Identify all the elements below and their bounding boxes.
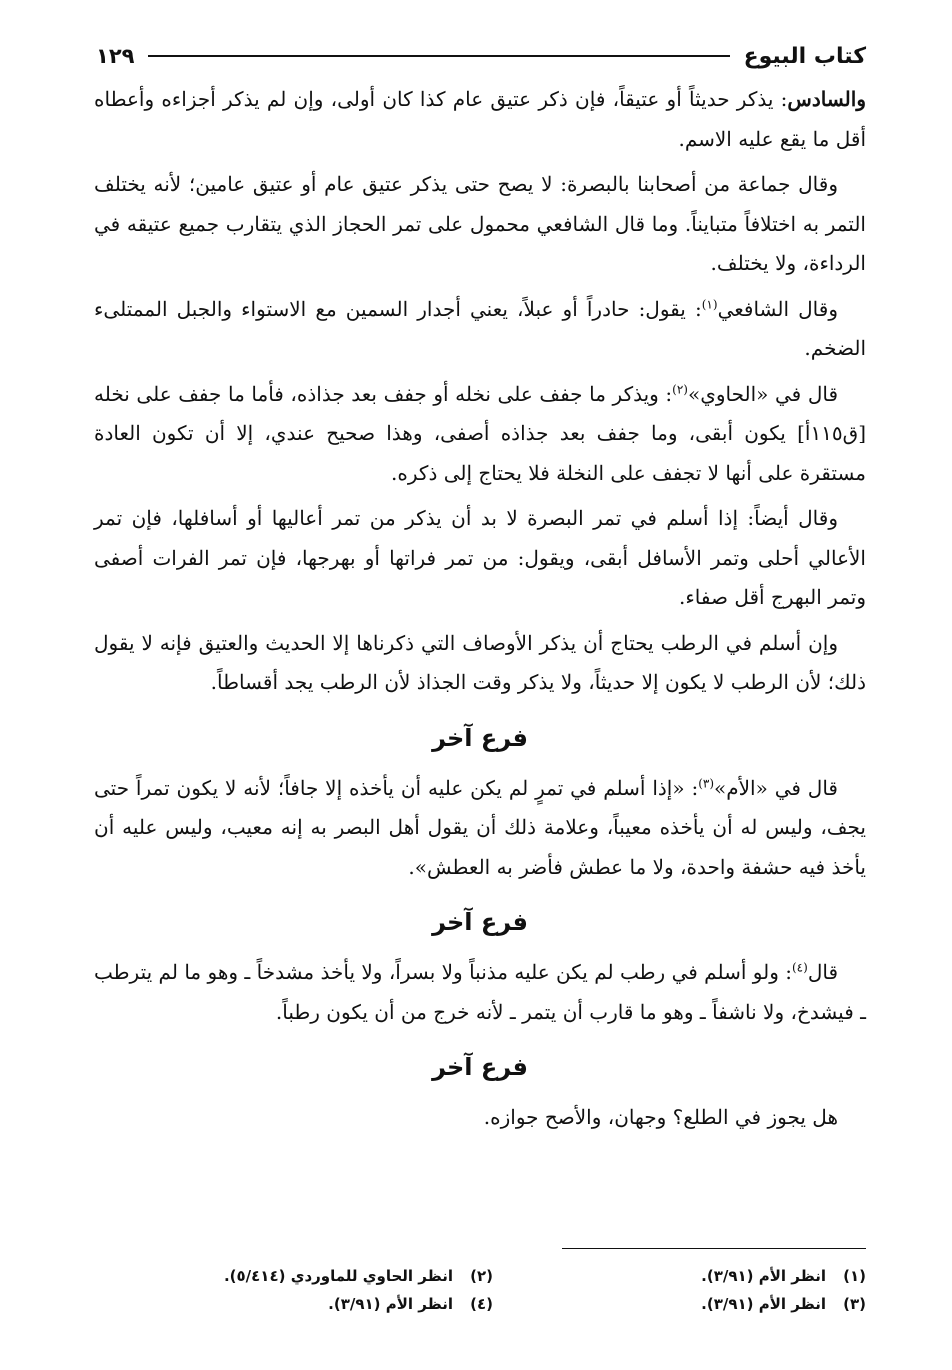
footnote-number: (٣) (843, 1295, 866, 1313)
footnote-row (120, 1290, 866, 1318)
running-title: كتاب البيوع (743, 43, 866, 69)
footnote-reference[interactable]: (٢) (672, 381, 688, 396)
section-heading: فرع آخر (432, 1053, 528, 1081)
paragraph-text: : ولو أسلم في رطب لم يكن عليه مذنباً ولا بسراً، ولا يأخذ مشدخاً ـ وهو ما لم يترطب ـ فيشدخ، ولا ناشفاً ـ وهو ما قارب أن يتمر ـ لأنه خرج من أن يكون رطباً. (94, 960, 866, 1024)
paragraph-text: قال في «الأم» (714, 775, 838, 800)
paragraph-6: وإن أسلم في الرطب يحتاج أن يذكر الأوصاف التي ذكرناها إلا الحديث والعتيق فإنه لا يقول ذلك؛ لأن الرطب لا يكون إلا حديثاً، ولا يذكر وقت الجذاذ لأن الرطب يجد أقساطاً. (94, 630, 866, 694)
paragraph-text: وقال الشافعي (717, 296, 838, 321)
footnote-text: انظر الحاوي للماوردي (٥/٤١٤). (223, 1267, 453, 1285)
paragraph-4 (94, 375, 866, 494)
footnote-rule (562, 1248, 866, 1249)
footnotes (120, 1262, 866, 1318)
footnote-text: انظر الأم (٣/٩١). (701, 1295, 826, 1313)
paragraph-3 (94, 290, 866, 369)
paragraph-text: : يقول: حادراً أو عبلاً، يعني أجدار السمين مع الاستواء والجبل الممتلىء الضخم. (94, 296, 866, 360)
paragraph-1 (94, 80, 866, 159)
paragraph-text: قال (807, 960, 838, 984)
paragraph-5: وقال أيضاً: إذا أسلم في تمر البصرة لا بد أن يذكر من تمر أعاليها أو أسافلها، فإن تمر الأعالي أحلى وتمر الأسافل أبقى، ويقول: من تمر فراتها أو بهرجها، فإن تمر الفرات أصفى وتمر البهرج أقل صفاء. (94, 506, 866, 609)
footnote-text: انظر الأم (٣/٩١). (701, 1267, 826, 1285)
page-body (94, 80, 866, 1144)
section-heading: فرع آخر (432, 723, 528, 752)
footnote-reference[interactable]: (٤) (791, 960, 808, 975)
page-header (96, 36, 866, 76)
footnote (120, 1295, 493, 1313)
paragraph-lead: والسادس (787, 87, 866, 111)
footnote-reference[interactable]: (١) (701, 296, 718, 311)
paragraph-2: وقال جماعة من أصحابنا بالبصرة: لا يصح حتى يذكر عتيق عام أو عتيق عامين؛ لأنه يختلف التمر به اختلافاً متبايناً. وما قال الشافعي محمول على تمر الحجاز الذي يتقارب جميع عتيقه في الرداءة، ولا يختلف. (94, 172, 866, 275)
footnote-text: انظر الأم (٣/٩١). (328, 1295, 453, 1313)
footnote-number: (٤) (470, 1295, 493, 1313)
footnote (493, 1267, 866, 1285)
footnote (493, 1295, 866, 1313)
footnote-row (120, 1262, 866, 1290)
paragraph-text: قال في «الحاوي» (687, 381, 838, 406)
paragraph-text: : يذكر حديثاً أو عتيقاً، فإن ذكر عتيق عام كذا كان أولى، وإن لم يذكر أجزاءه وأعطاه أقل ما يقع عليه الاسم. (94, 87, 866, 151)
paragraph-7 (94, 769, 866, 888)
footnote-reference[interactable]: (٣) (698, 775, 715, 790)
header-rule (148, 55, 729, 57)
page-number: ١٢٩ (96, 44, 135, 68)
footnote (120, 1267, 493, 1285)
paragraph-text: : ويذكر ما جفف على نخله أو جفف بعد جذاذه، فأما ما جفف على نخله [ق١١٥أ] يكون أبقى، وما جفف بعد جذاذه أصفى، وهذا صحيح عندي، إلا أن تكون العادة مستقرة على أنها لا تجفف على النخلة فلا يحتاج إلى ذكره. (94, 381, 866, 485)
footnote-number: (٢) (470, 1267, 493, 1285)
footnote-number: (١) (843, 1267, 866, 1285)
section-heading: فرع آخر (432, 908, 528, 936)
paragraph-text: : «إذا أسلم في تمرٍ لم يكن عليه أن يأخذه إلا جافاً؛ لأنه لا يكون تمراً حتى يجف، وليس له أن يأخذه معيباً، وعلامة ذلك أن يقول أهل البصر به إنه معيب، وليس عليه أن يأخذ فيه حشفة واحدة، ولا ما عطش فأضر به العطش». (94, 775, 866, 879)
paragraph-9: هل يجوز في الطلع؟ وجهان، والأصح جوازه. (483, 1105, 838, 1129)
paragraph-8 (94, 953, 866, 1032)
